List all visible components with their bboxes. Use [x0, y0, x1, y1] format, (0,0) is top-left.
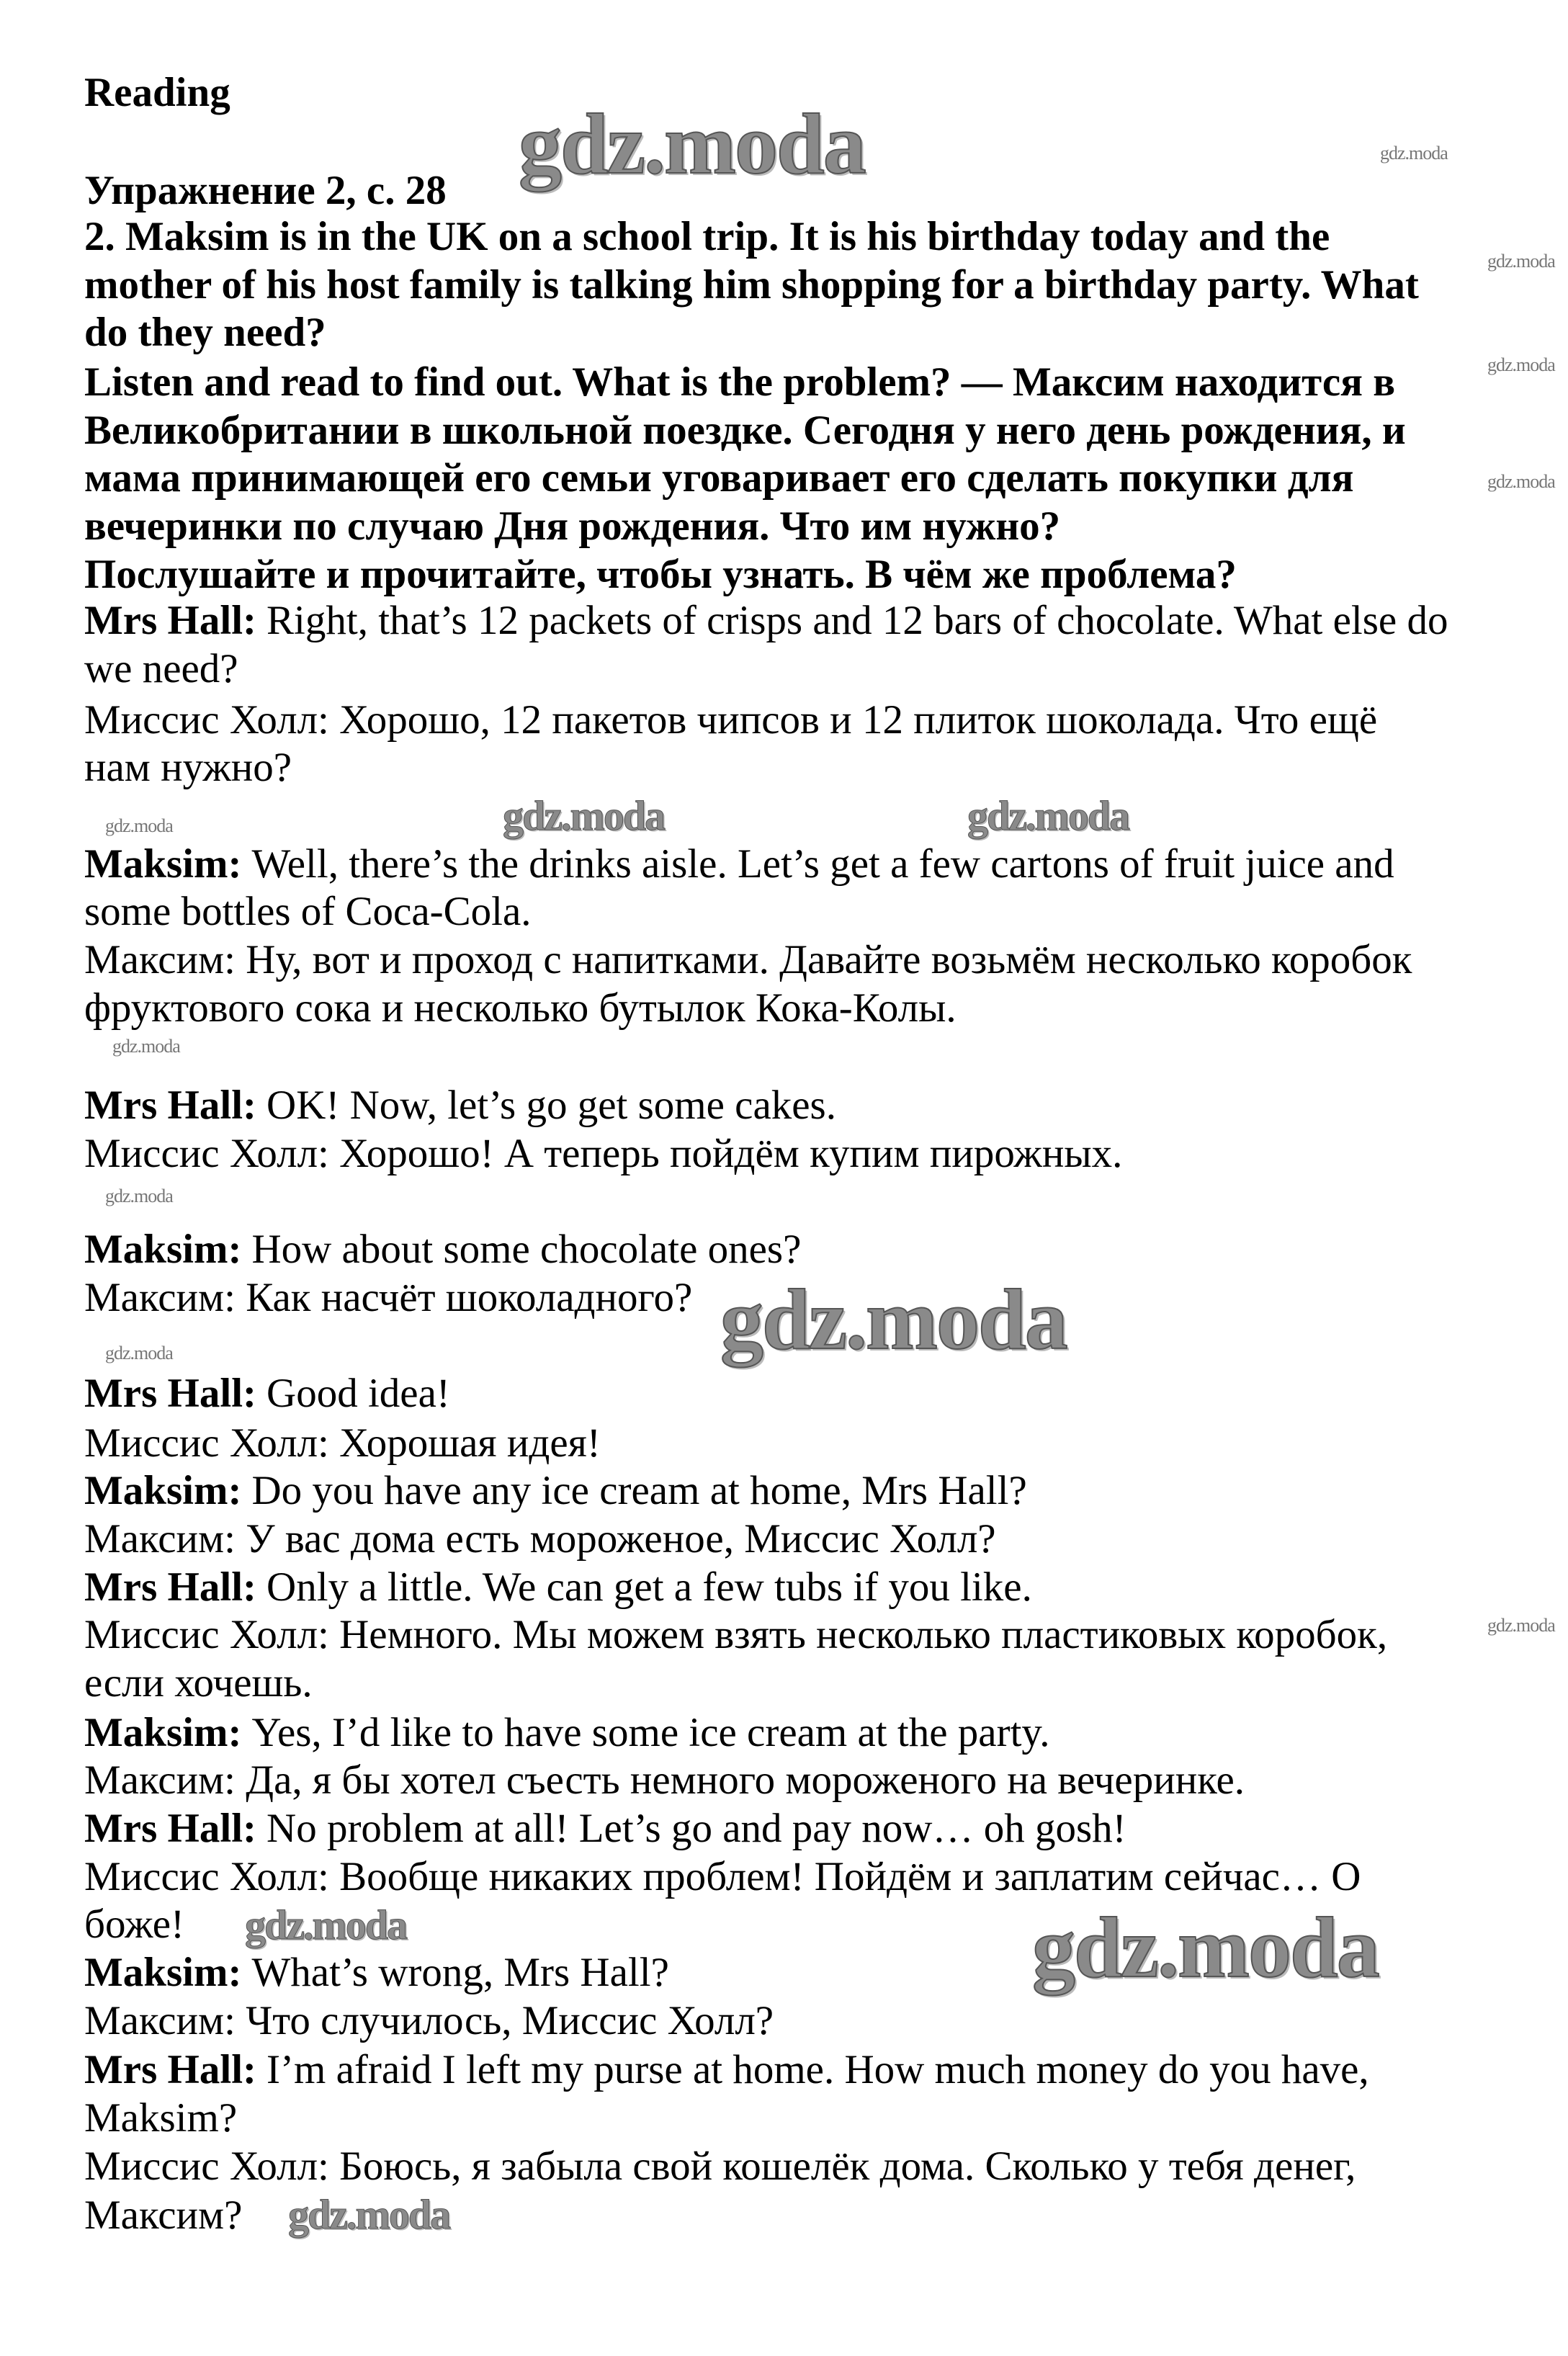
watermark-small: gdz.moda [1380, 143, 1448, 164]
dialogue-line-ru: Максим: Ну, вот и проход с напитками. Давайте возьмём несколько коробок [84, 937, 1412, 982]
task-line: 2. Maksim is in the UK on a school trip. It is his birthday today and the [84, 214, 1330, 259]
dialogue-line-ru: Максим: Да, я бы хотел съесть немного мороженого на вечеринке. [84, 1757, 1245, 1803]
dialogue-line-en [84, 1804, 1126, 1853]
line-text: Well, there’s the drinks aisle. Let’s get a few cartons of fruit juice and [251, 841, 1394, 887]
speaker: Mrs Hall: [84, 1371, 257, 1416]
dialogue-line-en [84, 1081, 836, 1130]
task-line: вечеринки по случаю Дня рождения. Что им нужно? [84, 503, 1061, 549]
dialogue-line-ru: нам нужно? [84, 745, 292, 790]
watermark-small: gdz.moda [1487, 471, 1555, 492]
dialogue-line-en: we need? [84, 646, 238, 691]
speaker: Maksim: [84, 1950, 242, 1995]
dialogue-line-ru: Миссис Холл: Хорошо, 12 пакетов чипсов и 12 плиток шоколада. Что ещё [84, 697, 1378, 743]
dialogue-line-ru: Максим: Что случилось, Миссис Холл? [84, 1998, 774, 2043]
speaker: Maksim: [84, 1710, 242, 1755]
speaker: Maksim: [84, 1227, 242, 1272]
dialogue-line-ru: Максим? [84, 2192, 243, 2238]
line-text: I’m afraid I left my purse at home. How much money do you have, [266, 2047, 1369, 2092]
line-text: Only a little. We can get a few tubs if you like. [266, 1564, 1032, 1610]
dialogue-line-ru: Миссис Холл: Хорошая идея! [84, 1420, 601, 1466]
dialogue-line-en [84, 1563, 1032, 1612]
dialogue-line-en: Maksim? [84, 2095, 238, 2141]
dialogue-line-en [84, 1369, 450, 1418]
dialogue-line-ru: Максим: Как насчёт шоколадного? [84, 1275, 693, 1320]
line-text: OK! Now, let’s go get some cakes. [266, 1083, 836, 1128]
dialogue-line-en [84, 1708, 1049, 1757]
speaker: Mrs Hall: [84, 598, 257, 643]
dialogue-line-ru: Миссис Холл: Боюсь, я забыла свой кошелёк дома. Сколько у тебя денег, [84, 2144, 1356, 2189]
dialogue-line-en [84, 1225, 801, 1274]
speaker: Maksim: [84, 1468, 242, 1513]
dialogue-line-ru: боже! [84, 1902, 184, 1947]
watermark-small: gdz.moda [1487, 251, 1555, 272]
task-line: do they need? [84, 310, 326, 355]
speaker: Mrs Hall: [84, 1083, 257, 1128]
section-heading: Reading [84, 70, 230, 115]
dialogue-line-ru: Максим: У вас дома есть мороженое, Миссис Холл? [84, 1516, 996, 1562]
watermark-small: gdz.moda [105, 1186, 173, 1206]
watermark-logo: gdz.moda [720, 1271, 1067, 1367]
dialogue-line-en [84, 840, 1394, 889]
line-text: Yes, I’d like to have some ice cream at the party. [251, 1710, 1050, 1755]
task-line: mother of his host family is talking him shopping for a birthday party. What [84, 262, 1419, 308]
watermark-logo: gdz.moda [503, 792, 665, 839]
dialogue-line-ru: Миссис Холл: Немного. Мы можем взять несколько пластиковых коробок, [84, 1612, 1388, 1657]
dialogue-line-ru: Миссис Холл: Хорошо! А теперь пойдём купим пирожных. [84, 1131, 1123, 1176]
line-text: Right, that’s 12 packets of crisps and 12 bars of chocolate. What else do [266, 598, 1448, 643]
exercise-title: Упражнение 2, с. 28 [84, 168, 447, 213]
watermark-small: gdz.moda [1487, 354, 1555, 375]
watermark-small: gdz.moda [105, 815, 173, 836]
speaker: Mrs Hall: [84, 1806, 257, 1851]
task-line: Послушайте и прочитайте, чтобы узнать. В чём же проблема? [84, 552, 1237, 597]
speaker: Mrs Hall: [84, 1564, 257, 1610]
watermark-logo: gdz.moda [967, 792, 1129, 839]
dialogue-line-en [84, 2046, 1369, 2095]
dialogue-line-en [84, 596, 1448, 645]
watermark-small: gdz.moda [1487, 1615, 1555, 1636]
line-text: Do you have any ice cream at home, Mrs Hall? [251, 1468, 1027, 1513]
watermark-logo: gdz.moda [245, 1902, 407, 1948]
watermark-logo: gdz.moda [519, 96, 865, 192]
line-text: How about some chocolate ones? [251, 1227, 802, 1272]
dialogue-line-en [84, 1948, 669, 1997]
dialogue-line-ru: Миссис Холл: Вообще никаких проблем! Пойдём и заплатим сейчас… О [84, 1854, 1361, 1899]
line-text: Good idea! [266, 1371, 450, 1416]
speaker: Maksim: [84, 841, 242, 887]
watermark-logo: gdz.moda [1032, 1899, 1379, 1995]
watermark-small: gdz.moda [112, 1036, 180, 1057]
line-text: No problem at all! Let’s go and pay now… oh gosh! [266, 1806, 1126, 1851]
dialogue-line-ru: фруктового сока и несколько бутылок Кока-Колы. [84, 985, 957, 1031]
task-line: мама принимающей его семьи уговаривает его сделать покупки для [84, 455, 1354, 501]
task-line: Великобритании в школьной поездке. Сегодня у него день рождения, и [84, 408, 1406, 453]
dialogue-line-ru: если хочешь. [84, 1660, 313, 1706]
dialogue-line-en: some bottles of Coca-Cola. [84, 889, 532, 934]
watermark-logo: gdz.moda [288, 2191, 450, 2238]
dialogue-line-en [84, 1466, 1027, 1515]
speaker: Mrs Hall: [84, 2047, 257, 2092]
line-text: What’s wrong, Mrs Hall? [251, 1950, 669, 1995]
watermark-small: gdz.moda [105, 1343, 173, 1363]
task-line: Listen and read to find out. What is the problem? — Максим находится в [84, 359, 1396, 405]
